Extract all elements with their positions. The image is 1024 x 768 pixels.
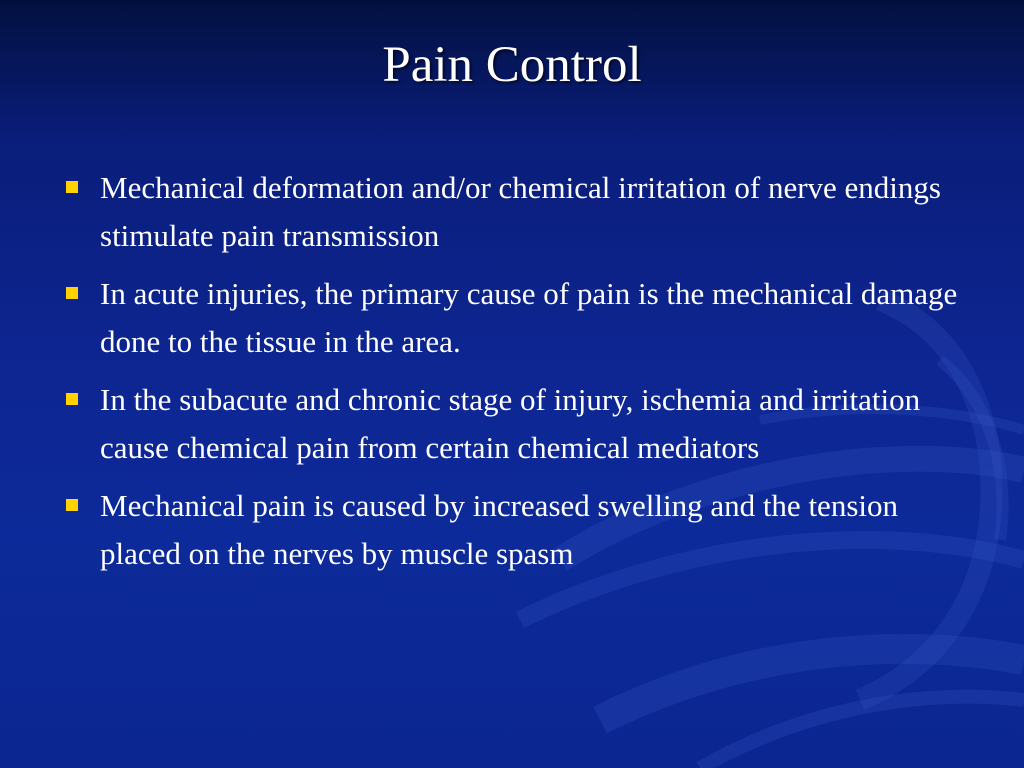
- square-bullet-icon: [66, 181, 78, 193]
- bullet-text: Mechanical deformation and/or chemical irritation of nerve endings stimulate pain transmission: [100, 170, 941, 253]
- bullet-item: [62, 376, 982, 472]
- bullet-item: [62, 164, 982, 260]
- square-bullet-icon: [66, 499, 78, 511]
- bullet-text: In acute injuries, the primary cause of pain is the mechanical damage done to the tissue in the area.: [100, 276, 958, 359]
- bullet-item: [62, 270, 982, 366]
- bullet-item: [62, 482, 982, 578]
- bullet-text: Mechanical pain is caused by increased swelling and the tension placed on the nerves by muscle spasm: [100, 488, 898, 571]
- square-bullet-icon: [66, 287, 78, 299]
- bullet-list: [62, 164, 982, 588]
- bullet-text: In the subacute and chronic stage of injury, ischemia and irritation cause chemical pain from certain chemical mediators: [100, 382, 921, 465]
- slide-title: Pain Control: [382, 37, 642, 93]
- square-bullet-icon: [66, 393, 78, 405]
